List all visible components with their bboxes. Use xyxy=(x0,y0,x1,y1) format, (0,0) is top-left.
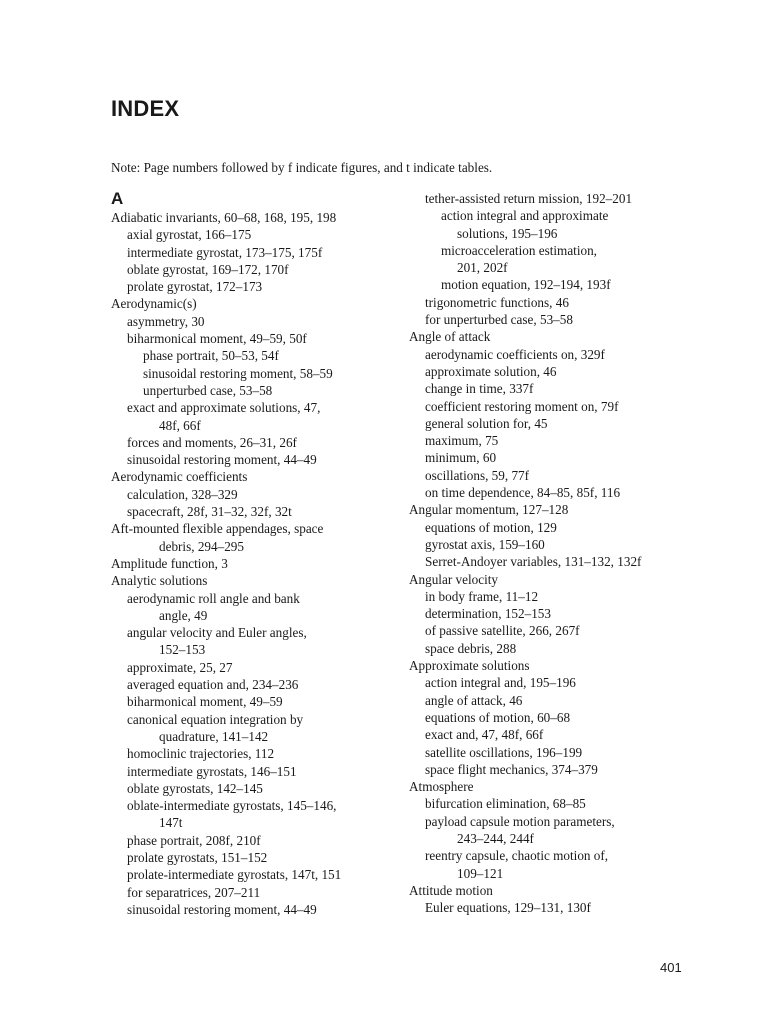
index-entry: Serret-Andoyer variables, 131–132, 132f xyxy=(425,554,642,570)
index-entry: aerodynamic coefficients on, 329f xyxy=(425,346,605,362)
index-entry: prolate gyrostat, 172–173 xyxy=(127,279,263,295)
index-entry: phase portrait, 208f, 210f xyxy=(127,832,261,848)
index-entry: sinusoidal restoring moment, 44–49 xyxy=(127,901,317,917)
index-entry: trigonometric functions, 46 xyxy=(425,294,569,310)
index-entry: determination, 152–153 xyxy=(425,606,551,622)
index-entry: 243–244, 244f xyxy=(457,830,534,846)
index-entry: Approximate solutions xyxy=(409,658,530,674)
index-entry: Atmosphere xyxy=(409,779,474,795)
index-entry: sinusoidal restoring moment, 58–59 xyxy=(143,365,333,381)
index-entry: Adiabatic invariants, 60–68, 168, 195, 198 xyxy=(111,210,337,225)
index-entry: quadrature, 141–142 xyxy=(159,728,269,744)
index-entry: maximum, 75 xyxy=(425,433,499,449)
index-entry: in body frame, 11–12 xyxy=(425,588,539,604)
index-column-right xyxy=(409,190,709,916)
index-entry: exact and approximate solutions, 47, xyxy=(127,400,321,416)
index-entry: equations of motion, 60–68 xyxy=(425,709,571,725)
index-entry: solutions, 195–196 xyxy=(457,225,558,241)
index-entry: Angular velocity xyxy=(409,571,498,587)
index-entry: aerodynamic roll angle and bank xyxy=(127,590,300,606)
page-title: INDEX xyxy=(111,96,180,121)
index-entry: motion equation, 192–194, 193f xyxy=(441,277,611,293)
index-entry: approximate solution, 46 xyxy=(425,363,557,379)
index-entry: asymmetry, 30 xyxy=(127,313,205,329)
page-number: 401 xyxy=(660,960,682,975)
index-entry: angle, 49 xyxy=(159,607,208,623)
index-entry: minimum, 60 xyxy=(425,450,497,466)
index-entry: oblate gyrostats, 142–145 xyxy=(127,780,263,796)
index-entry: Euler equations, 129–131, 130f xyxy=(425,900,591,916)
index-column-left xyxy=(111,190,401,918)
index-entry: prolate-intermediate gyrostats, 147t, 151 xyxy=(127,867,342,883)
index-entry: Analytic solutions xyxy=(111,573,208,589)
index-entry: of passive satellite, 266, 267f xyxy=(425,623,580,639)
index-entry: 201, 202f xyxy=(457,260,508,276)
index-entry: averaged equation and, 234–236 xyxy=(127,677,299,693)
index-entry: biharmonical moment, 49–59 xyxy=(127,694,283,710)
index-entry: 48f, 66f xyxy=(159,417,201,433)
index-entry: for unperturbed case, 53–58 xyxy=(425,312,573,328)
index-entry: Angular momentum, 127–128 xyxy=(409,502,569,518)
index-entry: payload capsule motion parameters, xyxy=(425,813,615,829)
index-entry: space flight mechanics, 374–379 xyxy=(425,761,598,777)
index-entry: 109–121 xyxy=(457,865,504,881)
index-entry: 147t xyxy=(159,815,183,831)
index-entry: exact and, 47, 48f, 66f xyxy=(425,727,544,743)
index-entry: prolate gyrostats, 151–152 xyxy=(127,849,268,865)
index-entry: intermediate gyrostats, 146–151 xyxy=(127,763,297,779)
index-entry: oblate-intermediate gyrostats, 145–146, xyxy=(127,798,337,814)
index-entry: Attitude motion xyxy=(409,882,493,898)
left-entry-list xyxy=(111,209,401,918)
index-entry: intermediate gyrostat, 173–175, 175f xyxy=(127,244,323,260)
index-entry: equations of motion, 129 xyxy=(425,519,557,535)
index-entry: phase portrait, 50–53, 54f xyxy=(143,348,279,364)
index-entry: Amplitude function, 3 xyxy=(111,555,228,571)
index-entry: canonical equation integration by xyxy=(127,711,304,727)
index-entry: angular velocity and Euler angles, xyxy=(127,625,307,641)
index-entry: oscillations, 59, 77f xyxy=(425,467,530,483)
index-entry: Aft-mounted flexible appendages, space xyxy=(111,521,324,537)
index-entry: Aerodynamic coefficients xyxy=(111,469,248,485)
index-entry: debris, 294–295 xyxy=(159,538,244,554)
index-entry: change in time, 337f xyxy=(425,381,534,397)
index-entry: homoclinic trajectories, 112 xyxy=(127,746,275,762)
index-entry: Angle of attack xyxy=(409,329,491,345)
index-entry: forces and moments, 26–31, 26f xyxy=(127,434,297,450)
index-entry: for separatrices, 207–211 xyxy=(127,884,261,900)
index-entry: satellite oscillations, 196–199 xyxy=(425,744,583,760)
index-entry: coefficient restoring moment on, 79f xyxy=(425,398,619,414)
index-entry: biharmonical moment, 49–59, 50f xyxy=(127,331,307,347)
index-entry: Aerodynamic(s) xyxy=(111,296,197,312)
index-entry: on time dependence, 84–85, 85f, 116 xyxy=(425,485,621,501)
index-entry: bifurcation elimination, 68–85 xyxy=(425,796,586,812)
index-entry: oblate gyrostat, 169–172, 170f xyxy=(127,261,289,277)
index-entry: tether-assisted return mission, 192–201 xyxy=(425,191,633,206)
index-entry: microacceleration estimation, xyxy=(441,242,597,258)
index-entry: spacecraft, 28f, 31–32, 32f, 32t xyxy=(127,504,292,520)
index-entry: space debris, 288 xyxy=(425,640,517,656)
index-entry: angle of attack, 46 xyxy=(425,692,523,708)
index-entry: 152–153 xyxy=(159,642,206,658)
index-entry: action integral and approximate xyxy=(441,208,609,224)
index-note: Note: Page numbers followed by f indicate figures, and t indicate tables. xyxy=(111,160,493,175)
index-entry: calculation, 328–329 xyxy=(127,486,238,502)
index-entry: gyrostat axis, 159–160 xyxy=(425,536,545,552)
index-entry: unperturbed case, 53–58 xyxy=(143,382,273,398)
section-letter: A xyxy=(111,189,124,208)
index-entry: reentry capsule, chaotic motion of, xyxy=(425,848,609,864)
index-entry: approximate, 25, 27 xyxy=(127,659,233,675)
index-entry: action integral and, 195–196 xyxy=(425,675,576,691)
index-entry: axial gyrostat, 166–175 xyxy=(127,227,252,243)
index-entry: general solution for, 45 xyxy=(425,415,548,431)
right-entry-list xyxy=(409,190,709,916)
index-entry: sinusoidal restoring moment, 44–49 xyxy=(127,452,317,468)
